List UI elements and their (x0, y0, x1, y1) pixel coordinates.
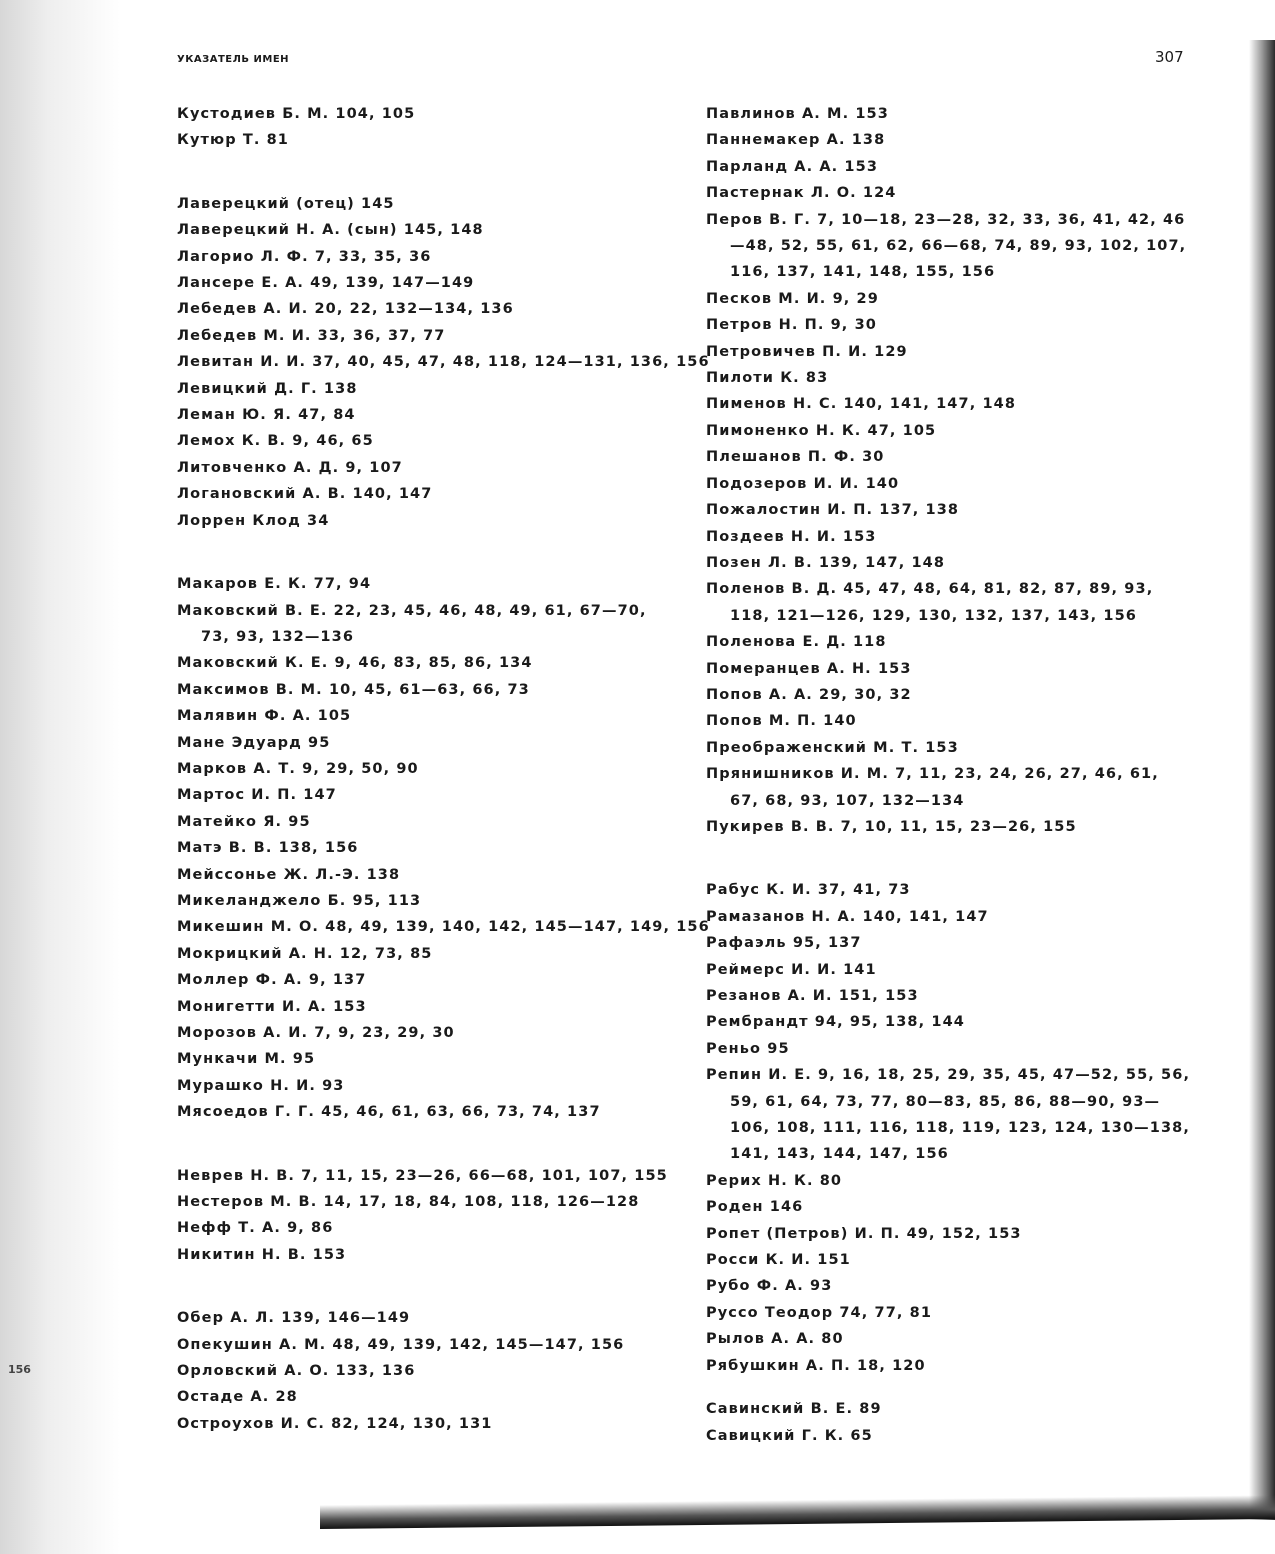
page-number: 307 (1155, 48, 1184, 66)
index-entry: Литовченко А. Д. 9, 107 (177, 459, 403, 476)
index-entry: Мясоедов Г. Г. 45, 46, 61, 63, 66, 73, 74, 137 (177, 1104, 601, 1121)
index-entry: Росси К. И. 151 (706, 1252, 851, 1269)
index-entry: Лаверецкий Н. А. (сын) 145, 148 (177, 222, 484, 239)
index-entry: Кутюр Т. 81 (177, 132, 289, 149)
index-entry: Морозов А. И. 7, 9, 23, 29, 30 (177, 1025, 455, 1041)
index-group-r (706, 877, 1191, 1379)
index-entry: Лоррен Клод 34 (177, 512, 330, 529)
index-entry: Мункачи М. 95 (177, 1051, 316, 1068)
index-group-l (177, 191, 710, 534)
index-entry: Рябушкин А. П. 18, 120 (706, 1357, 926, 1374)
index-entry: Остроухов И. С. 82, 124, 130, 131 (177, 1415, 493, 1432)
index-entry: Пименов Н. С. 140, 141, 147, 148 (706, 396, 1017, 413)
index-entry: Марков А. Т. 9, 29, 50, 90 (177, 760, 419, 777)
index-entry: Репин И. Е. 9, 16, 18, 25, 29, 35, 45, 47—52, 55, 56, 59, 61, 64, 73, 77, 80—83, 85, 86, 88—90, 93—106, 108, 111, 116, 118, 119, 123, 124, 130—138, 141, 143, 144, 147, 156 (706, 1067, 1191, 1163)
index-entry: Петровичев П. И. 129 (706, 343, 908, 360)
index-entry: Микешин М. О. 48, 49, 139, 140, 142, 145—147, 149, 156 (177, 919, 710, 936)
index-entry: Мокрицкий А. Н. 12, 73, 85 (177, 945, 433, 962)
index-entry: Остаде А. 28 (177, 1389, 298, 1406)
index-entry: Мейссонье Ж. Л.-Э. 138 (177, 866, 401, 883)
index-entry: Моллер Ф. А. 9, 137 (177, 972, 367, 989)
page-bottom-shadow (320, 1495, 1275, 1529)
index-entry: Обер А. Л. 139, 146—149 (177, 1310, 411, 1327)
index-entry: Рубо Ф. А. 93 (706, 1278, 833, 1295)
index-entry: Леман Ю. Я. 47, 84 (177, 407, 356, 424)
index-entry: Поздеев Н. И. 153 (706, 528, 877, 545)
index-entry: Ропет (Петров) И. П. 49, 152, 153 (706, 1225, 1022, 1242)
index-entry: Рафаэль 95, 137 (706, 935, 862, 952)
index-group-n (177, 1163, 667, 1269)
index-entry: Макаров Е. К. 77, 94 (177, 576, 372, 593)
index-entry: Малявин Ф. А. 105 (177, 708, 352, 725)
index-entry: Нестеров М. В. 14, 17, 18, 84, 108, 118, 126—128 (177, 1194, 640, 1211)
index-entry: Матэ В. В. 138, 156 (177, 840, 359, 857)
index-group-p (706, 101, 1191, 840)
index-entry: Померанцев А. Н. 153 (706, 660, 912, 677)
index-entry: Рабус К. И. 37, 41, 73 (706, 882, 911, 899)
index-entry: Рылов А. А. 80 (706, 1331, 844, 1348)
index-entry: Мурашко Н. И. 93 (177, 1077, 345, 1094)
index-entry: Мартос И. П. 147 (177, 787, 337, 804)
index-entry: Реймерс И. И. 141 (706, 961, 877, 978)
index-entry: Лемох К. В. 9, 46, 65 (177, 433, 374, 450)
index-entry: Попов А. А. 29, 30, 32 (706, 686, 912, 703)
index-entry: Поленова Е. Д. 118 (706, 634, 887, 651)
running-header: УКАЗАТЕЛЬ ИМЕН (177, 54, 290, 65)
index-entry: Роден 146 (706, 1199, 804, 1216)
index-entry: Пожалостин И. П. 137, 138 (706, 502, 960, 519)
index-group-m (177, 571, 710, 1126)
index-entry: Маковский В. Е. 22, 23, 45, 46, 48, 49, 61, 67—70, 73, 93, 132—136 (177, 602, 647, 645)
index-entry: Левицкий Д. Г. 138 (177, 380, 358, 397)
index-entry: Парланд А. А. 153 (706, 158, 879, 175)
index-entry: Нефф Т. А. 9, 86 (177, 1220, 334, 1237)
index-entry: Реньо 95 (706, 1040, 790, 1057)
index-entry: Неврев Н. В. 7, 11, 15, 23—26, 66—68, 101, 107, 155 (177, 1167, 668, 1184)
index-entry: Савинский В. Е. 89 (706, 1401, 882, 1418)
index-entry: Позен Л. В. 139, 147, 148 (706, 554, 946, 571)
index-entry: Прянишников И. М. 7, 11, 23, 24, 26, 27, 46, 61, 67, 68, 93, 107, 132—134 (706, 766, 1159, 809)
index-entry: Маковский К. Е. 9, 46, 83, 85, 86, 134 (177, 655, 533, 672)
margin-page-mark: 156 (8, 1363, 31, 1376)
index-entry: Логановский А. В. 140, 147 (177, 486, 433, 503)
index-entry: Пилоти К. 83 (706, 370, 829, 387)
index-entry: Опекушин А. М. 48, 49, 139, 142, 145—147, 156 (177, 1336, 625, 1353)
index-entry: Павлинов А. М. 153 (706, 106, 889, 122)
index-entry: Лансере Е. А. 49, 139, 147—149 (177, 275, 475, 292)
index-entry: Попов М. П. 140 (706, 713, 857, 730)
index-group-o (177, 1305, 667, 1437)
index-entry: Левитан И. И. 37, 40, 45, 47, 48, 118, 124—131, 136, 156 (177, 354, 710, 371)
index-entry: Паннемакер А. 138 (706, 132, 886, 149)
index-entry: Савицкий Г. К. 65 (706, 1427, 873, 1444)
index-entry: Кустодиев Б. М. 104, 105 (177, 106, 416, 122)
index-column-left (177, 101, 710, 1437)
index-entry: Никитин Н. В. 153 (177, 1246, 347, 1263)
index-entry: Рамазанов Н. А. 140, 141, 147 (706, 908, 989, 925)
index-entry: Руссо Теодор 74, 77, 81 (706, 1304, 933, 1321)
index-column-right (706, 101, 1191, 1449)
index-entry: Лебедев М. И. 33, 36, 37, 77 (177, 327, 446, 344)
page-edge-shadow (1249, 40, 1275, 1520)
index-entry: Пимоненко Н. К. 47, 105 (706, 422, 937, 439)
page-binding-shadow (0, 0, 120, 1554)
index-entry: Максимов В. М. 10, 45, 61—63, 66, 73 (177, 681, 530, 698)
index-entry: Монигетти И. А. 153 (177, 998, 367, 1015)
index-entry: Подозеров И. И. 140 (706, 475, 900, 492)
index-group-k (177, 101, 667, 154)
index-entry: Петров Н. П. 9, 30 (706, 317, 877, 334)
index-entry: Резанов А. И. 151, 153 (706, 988, 919, 1004)
index-entry: Лагорио Л. Ф. 7, 33, 35, 36 (177, 248, 432, 265)
index-entry: Рембрандт 94, 95, 138, 144 (706, 1014, 965, 1031)
index-entry: Преображенский М. Т. 153 (706, 739, 959, 756)
index-entry: Матейко Я. 95 (177, 813, 311, 830)
index-entry: Перов В. Г. 7, 10—18, 23—28, 32, 33, 36, 41, 42, 46—48, 52, 55, 61, 62, 66—68, 74, 89, 93, 102, 107, 116, 137, 141, 148, 155, 156 (706, 211, 1187, 281)
index-entry: Рерих Н. К. 80 (706, 1172, 843, 1189)
index-entry: Поленов В. Д. 45, 47, 48, 64, 81, 82, 87, 89, 93, 118, 121—126, 129, 130, 132, 137, 143, 156 (706, 581, 1154, 624)
index-entry: Пукирев В. В. 7, 10, 11, 15, 23—26, 155 (706, 818, 1077, 835)
index-entry: Микеланджело Б. 95, 113 (177, 892, 422, 909)
index-entry: Мане Эдуард 95 (177, 734, 331, 751)
index-entry: Лебедев А. И. 20, 22, 132—134, 136 (177, 301, 514, 318)
index-entry: Плешанов П. Ф. 30 (706, 449, 885, 466)
index-entry: Пастернак Л. О. 124 (706, 185, 897, 202)
index-entry: Лаверецкий (отец) 145 (177, 195, 395, 212)
index-group-s (706, 1396, 1191, 1449)
index-entry: Песков М. И. 9, 29 (706, 290, 879, 307)
index-entry: Орловский А. О. 133, 136 (177, 1363, 416, 1380)
